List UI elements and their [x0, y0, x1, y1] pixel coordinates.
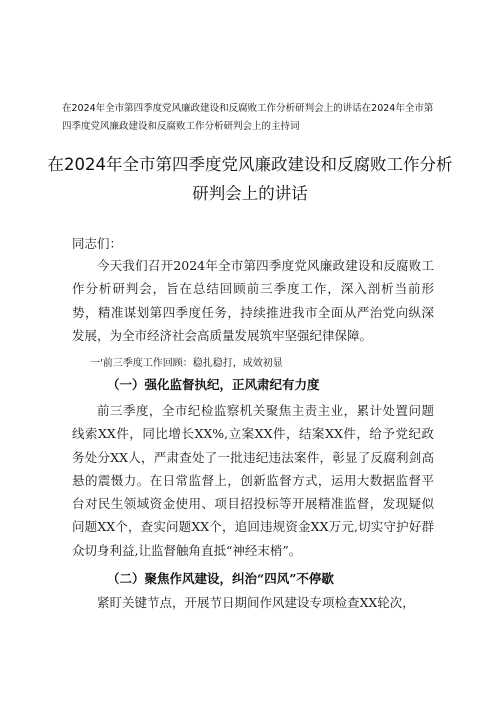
document-title: [40, 150, 460, 208]
intro-paragraph: 今天我们召开2024年全市第四季度党风廉政建设和反腐败工作分析研判会，旨在总结回顾前三季度工作，深入剖析当前形势，精准谋划第四季度任务，持续推进我市全面从严治党向纵深发展，为全市经济社会高质量发展筑牢坚强纪律保障。: [72, 258, 434, 343]
document-header: 在2024年全市第四季度党风廉政建设和反腐败工作分析研判会上的讲话在2024年全市第四季度党风廉政建设和反腐败工作分析研判会上的主持词: [62, 103, 434, 132]
greeting: 同志们：: [72, 236, 123, 251]
title-line-1: 在2024年全市第四季度党风廉政建设和反腐败工作分析: [47, 155, 453, 174]
title-line-2: 研判会上的讲话: [192, 184, 308, 203]
subsection-1-paragraph: 前三季度，全市纪检监察机关聚焦主责主业，累计处置问题线索XX件，同比增长XX%,立案XX件，结案XX件，给予党纪政务处分XX人，严肃查处了一批违纪违法案件，彰显了反腐利剑高悬的震慑力。在日常监督上，创新监督方式，运用大数据监督平台对民生领域资金使用、项目招投标等开展精准监督，发现疑似问题XX个，查实问题XX个，追回违规资金XX万元,切实守护好群众切身利益,让监督触角直抵“神经末梢”。: [72, 403, 434, 558]
subsection-heading-2: （二）聚焦作风建设，纠治“四风”不停歇: [107, 571, 334, 586]
subsection-heading-1: （一）强化监督执纪，正风肃纪有力度: [107, 377, 320, 392]
section-heading-1: 一'前三季度工作回顾：稳扎稳打，成效初显: [90, 358, 283, 369]
subsection-2-paragraph: 紧盯关键节点，开展节日期间作风建设专项检查XX轮次，: [97, 595, 415, 610]
